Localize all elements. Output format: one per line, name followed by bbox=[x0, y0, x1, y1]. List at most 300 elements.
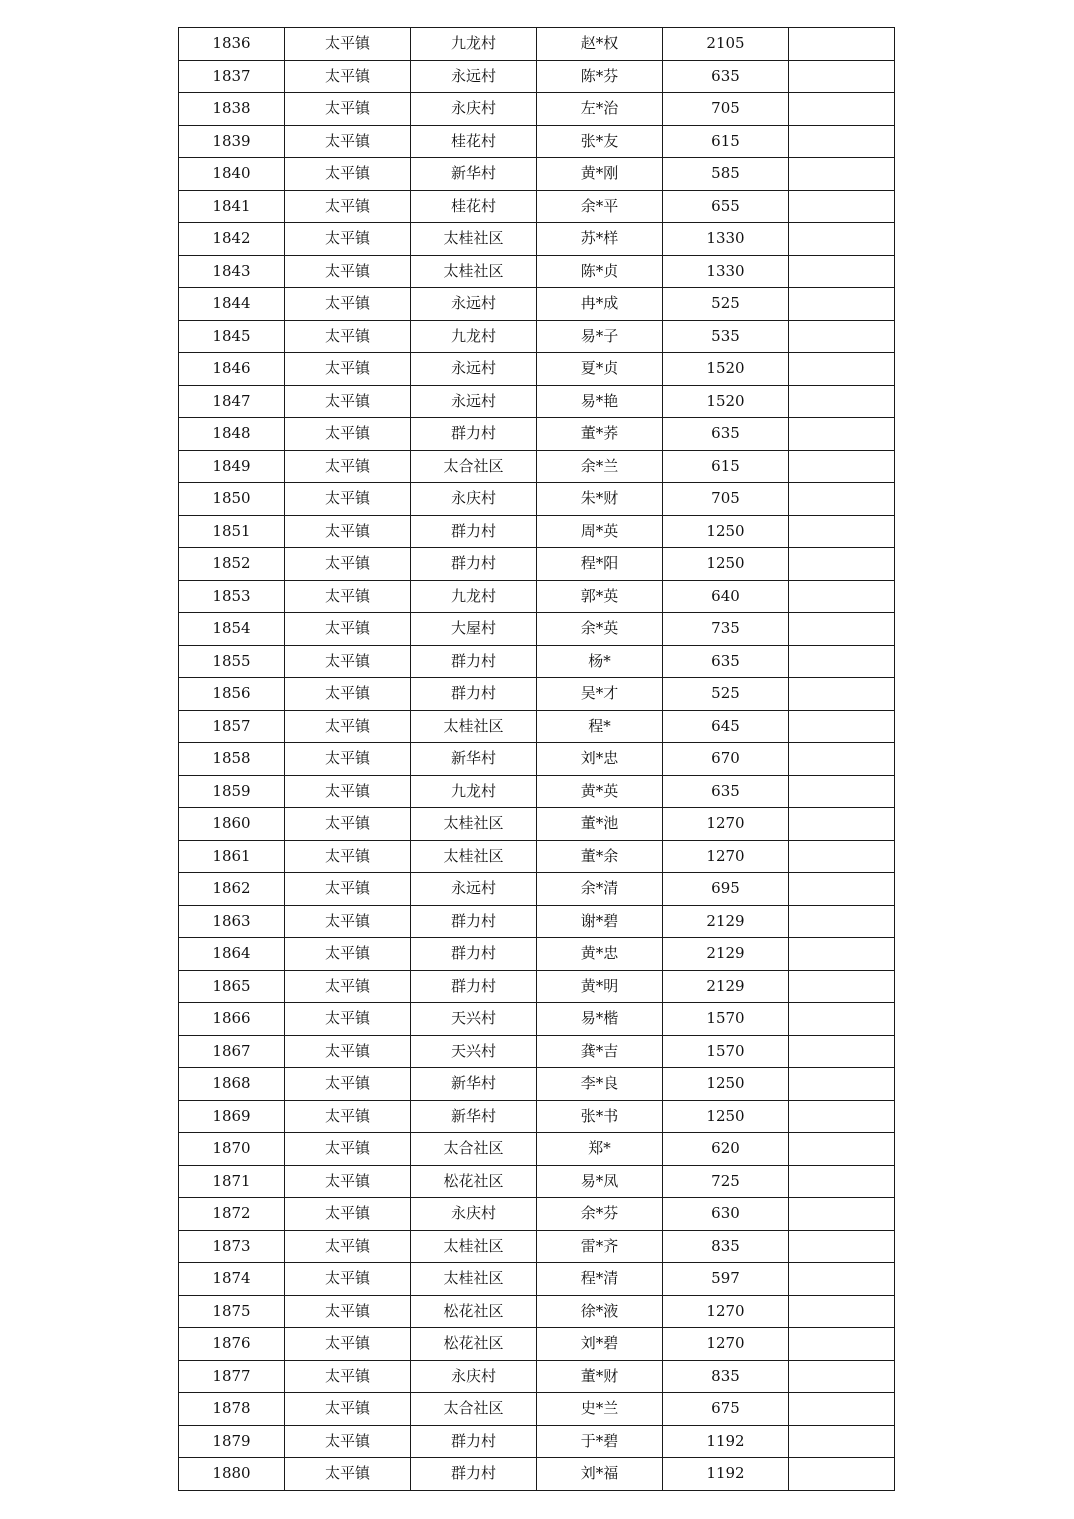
remarks-cell bbox=[789, 938, 895, 971]
town-cell: 太平镇 bbox=[285, 645, 411, 678]
person-name-cell: 余*芬 bbox=[537, 1198, 663, 1231]
person-name-cell: 史*兰 bbox=[537, 1393, 663, 1426]
amount-cell: 835 bbox=[663, 1230, 789, 1263]
row-number-cell: 1867 bbox=[179, 1035, 285, 1068]
village-cell: 永庆村 bbox=[411, 483, 537, 516]
village-cell: 九龙村 bbox=[411, 580, 537, 613]
amount-cell: 655 bbox=[663, 190, 789, 223]
table-row bbox=[179, 1198, 895, 1231]
row-number-cell: 1865 bbox=[179, 970, 285, 1003]
row-number-cell: 1879 bbox=[179, 1425, 285, 1458]
amount-cell: 2129 bbox=[663, 938, 789, 971]
row-number-cell: 1861 bbox=[179, 840, 285, 873]
remarks-cell bbox=[789, 775, 895, 808]
row-number-cell: 1868 bbox=[179, 1068, 285, 1101]
person-name-cell: 朱*财 bbox=[537, 483, 663, 516]
person-name-cell: 夏*贞 bbox=[537, 353, 663, 386]
row-number-cell: 1847 bbox=[179, 385, 285, 418]
table-row bbox=[179, 905, 895, 938]
row-number-cell: 1854 bbox=[179, 613, 285, 646]
remarks-cell bbox=[789, 1393, 895, 1426]
remarks-cell bbox=[789, 1198, 895, 1231]
amount-cell: 1250 bbox=[663, 515, 789, 548]
table-row bbox=[179, 1165, 895, 1198]
village-cell: 群力村 bbox=[411, 905, 537, 938]
row-number-cell: 1838 bbox=[179, 93, 285, 126]
town-cell: 太平镇 bbox=[285, 223, 411, 256]
person-name-cell: 余*平 bbox=[537, 190, 663, 223]
row-number-cell: 1846 bbox=[179, 353, 285, 386]
town-cell: 太平镇 bbox=[285, 1035, 411, 1068]
village-cell: 太桂社区 bbox=[411, 808, 537, 841]
amount-cell: 2129 bbox=[663, 970, 789, 1003]
person-name-cell: 刘*忠 bbox=[537, 743, 663, 776]
row-number-cell: 1837 bbox=[179, 60, 285, 93]
row-number-cell: 1866 bbox=[179, 1003, 285, 1036]
village-cell: 群力村 bbox=[411, 515, 537, 548]
table-row bbox=[179, 938, 895, 971]
row-number-cell: 1869 bbox=[179, 1100, 285, 1133]
town-cell: 太平镇 bbox=[285, 1458, 411, 1491]
table-row bbox=[179, 385, 895, 418]
village-cell: 永远村 bbox=[411, 873, 537, 906]
remarks-cell bbox=[789, 1263, 895, 1296]
table-row bbox=[179, 158, 895, 191]
amount-cell: 535 bbox=[663, 320, 789, 353]
row-number-cell: 1839 bbox=[179, 125, 285, 158]
amount-cell: 640 bbox=[663, 580, 789, 613]
row-number-cell: 1874 bbox=[179, 1263, 285, 1296]
table-row bbox=[179, 190, 895, 223]
person-name-cell: 董*财 bbox=[537, 1360, 663, 1393]
row-number-cell: 1848 bbox=[179, 418, 285, 451]
village-cell: 太桂社区 bbox=[411, 710, 537, 743]
person-name-cell: 董*余 bbox=[537, 840, 663, 873]
row-number-cell: 1855 bbox=[179, 645, 285, 678]
remarks-cell bbox=[789, 1133, 895, 1166]
person-name-cell: 苏*样 bbox=[537, 223, 663, 256]
remarks-cell bbox=[789, 158, 895, 191]
table-row bbox=[179, 970, 895, 1003]
table-row bbox=[179, 93, 895, 126]
town-cell: 太平镇 bbox=[285, 158, 411, 191]
table-row bbox=[179, 320, 895, 353]
remarks-cell bbox=[789, 1328, 895, 1361]
remarks-cell bbox=[789, 223, 895, 256]
remarks-cell bbox=[789, 1165, 895, 1198]
amount-cell: 705 bbox=[663, 93, 789, 126]
amount-cell: 705 bbox=[663, 483, 789, 516]
remarks-cell bbox=[789, 60, 895, 93]
amount-cell: 1250 bbox=[663, 548, 789, 581]
amount-cell: 2105 bbox=[663, 28, 789, 61]
village-cell: 天兴村 bbox=[411, 1003, 537, 1036]
table-row bbox=[179, 1230, 895, 1263]
village-cell: 新华村 bbox=[411, 1068, 537, 1101]
village-cell: 天兴村 bbox=[411, 1035, 537, 1068]
row-number-cell: 1850 bbox=[179, 483, 285, 516]
row-number-cell: 1872 bbox=[179, 1198, 285, 1231]
roster-table-body bbox=[179, 28, 895, 1491]
amount-cell: 735 bbox=[663, 613, 789, 646]
person-name-cell: 赵*权 bbox=[537, 28, 663, 61]
table-row bbox=[179, 1425, 895, 1458]
remarks-cell bbox=[789, 450, 895, 483]
amount-cell: 1330 bbox=[663, 223, 789, 256]
person-name-cell: 于*碧 bbox=[537, 1425, 663, 1458]
amount-cell: 1270 bbox=[663, 840, 789, 873]
table-row bbox=[179, 1393, 895, 1426]
person-name-cell: 雷*齐 bbox=[537, 1230, 663, 1263]
town-cell: 太平镇 bbox=[285, 1165, 411, 1198]
table-row bbox=[179, 613, 895, 646]
remarks-cell bbox=[789, 548, 895, 581]
table-row bbox=[179, 548, 895, 581]
remarks-cell bbox=[789, 1295, 895, 1328]
town-cell: 太平镇 bbox=[285, 1295, 411, 1328]
remarks-cell bbox=[789, 190, 895, 223]
town-cell: 太平镇 bbox=[285, 1425, 411, 1458]
row-number-cell: 1856 bbox=[179, 678, 285, 711]
village-cell: 群力村 bbox=[411, 418, 537, 451]
town-cell: 太平镇 bbox=[285, 320, 411, 353]
row-number-cell: 1842 bbox=[179, 223, 285, 256]
remarks-cell bbox=[789, 1003, 895, 1036]
table-row bbox=[179, 580, 895, 613]
row-number-cell: 1880 bbox=[179, 1458, 285, 1491]
remarks-cell bbox=[789, 678, 895, 711]
person-name-cell: 程*阳 bbox=[537, 548, 663, 581]
town-cell: 太平镇 bbox=[285, 1133, 411, 1166]
table-row bbox=[179, 1100, 895, 1133]
person-name-cell: 左*治 bbox=[537, 93, 663, 126]
person-name-cell: 李*良 bbox=[537, 1068, 663, 1101]
remarks-cell bbox=[789, 255, 895, 288]
town-cell: 太平镇 bbox=[285, 1068, 411, 1101]
village-cell: 群力村 bbox=[411, 1425, 537, 1458]
town-cell: 太平镇 bbox=[285, 840, 411, 873]
village-cell: 永远村 bbox=[411, 288, 537, 321]
person-name-cell: 冉*成 bbox=[537, 288, 663, 321]
amount-cell: 1250 bbox=[663, 1100, 789, 1133]
person-name-cell: 易*凤 bbox=[537, 1165, 663, 1198]
village-cell: 永庆村 bbox=[411, 93, 537, 126]
town-cell: 太平镇 bbox=[285, 808, 411, 841]
town-cell: 太平镇 bbox=[285, 678, 411, 711]
town-cell: 太平镇 bbox=[285, 450, 411, 483]
village-cell: 群力村 bbox=[411, 938, 537, 971]
amount-cell: 615 bbox=[663, 450, 789, 483]
amount-cell: 635 bbox=[663, 645, 789, 678]
village-cell: 大屋村 bbox=[411, 613, 537, 646]
town-cell: 太平镇 bbox=[285, 775, 411, 808]
remarks-cell bbox=[789, 385, 895, 418]
table-row bbox=[179, 678, 895, 711]
town-cell: 太平镇 bbox=[285, 873, 411, 906]
person-name-cell: 黄*英 bbox=[537, 775, 663, 808]
village-cell: 太桂社区 bbox=[411, 255, 537, 288]
table-row bbox=[179, 1328, 895, 1361]
row-number-cell: 1860 bbox=[179, 808, 285, 841]
table-row bbox=[179, 418, 895, 451]
amount-cell: 1520 bbox=[663, 385, 789, 418]
village-cell: 桂花村 bbox=[411, 125, 537, 158]
amount-cell: 525 bbox=[663, 288, 789, 321]
person-name-cell: 陈*贞 bbox=[537, 255, 663, 288]
village-cell: 永庆村 bbox=[411, 1198, 537, 1231]
table-row bbox=[179, 483, 895, 516]
village-cell: 永庆村 bbox=[411, 1360, 537, 1393]
town-cell: 太平镇 bbox=[285, 1230, 411, 1263]
table-row bbox=[179, 873, 895, 906]
remarks-cell bbox=[789, 1425, 895, 1458]
remarks-cell bbox=[789, 1068, 895, 1101]
row-number-cell: 1841 bbox=[179, 190, 285, 223]
document-page bbox=[178, 27, 894, 1491]
table-row bbox=[179, 1133, 895, 1166]
table-row bbox=[179, 840, 895, 873]
amount-cell: 1192 bbox=[663, 1425, 789, 1458]
village-cell: 松花社区 bbox=[411, 1295, 537, 1328]
town-cell: 太平镇 bbox=[285, 905, 411, 938]
amount-cell: 585 bbox=[663, 158, 789, 191]
village-cell: 九龙村 bbox=[411, 28, 537, 61]
town-cell: 太平镇 bbox=[285, 580, 411, 613]
remarks-cell bbox=[789, 1458, 895, 1491]
amount-cell: 2129 bbox=[663, 905, 789, 938]
person-name-cell: 张*友 bbox=[537, 125, 663, 158]
table-row bbox=[179, 515, 895, 548]
town-cell: 太平镇 bbox=[285, 288, 411, 321]
remarks-cell bbox=[789, 743, 895, 776]
table-row bbox=[179, 1458, 895, 1491]
amount-cell: 630 bbox=[663, 1198, 789, 1231]
table-row bbox=[179, 353, 895, 386]
village-cell: 太桂社区 bbox=[411, 1263, 537, 1296]
row-number-cell: 1852 bbox=[179, 548, 285, 581]
remarks-cell bbox=[789, 515, 895, 548]
remarks-cell bbox=[789, 613, 895, 646]
village-cell: 群力村 bbox=[411, 678, 537, 711]
row-number-cell: 1845 bbox=[179, 320, 285, 353]
town-cell: 太平镇 bbox=[285, 125, 411, 158]
row-number-cell: 1871 bbox=[179, 1165, 285, 1198]
amount-cell: 635 bbox=[663, 775, 789, 808]
person-name-cell: 龚*吉 bbox=[537, 1035, 663, 1068]
amount-cell: 635 bbox=[663, 418, 789, 451]
amount-cell: 615 bbox=[663, 125, 789, 158]
town-cell: 太平镇 bbox=[285, 743, 411, 776]
table-row bbox=[179, 60, 895, 93]
person-name-cell: 董*池 bbox=[537, 808, 663, 841]
village-cell: 新华村 bbox=[411, 1100, 537, 1133]
person-name-cell: 董*荞 bbox=[537, 418, 663, 451]
amount-cell: 1330 bbox=[663, 255, 789, 288]
remarks-cell bbox=[789, 93, 895, 126]
town-cell: 太平镇 bbox=[285, 1003, 411, 1036]
town-cell: 太平镇 bbox=[285, 1263, 411, 1296]
town-cell: 太平镇 bbox=[285, 710, 411, 743]
person-name-cell: 余*兰 bbox=[537, 450, 663, 483]
person-name-cell: 易*楷 bbox=[537, 1003, 663, 1036]
village-cell: 桂花村 bbox=[411, 190, 537, 223]
amount-cell: 1270 bbox=[663, 1295, 789, 1328]
person-name-cell: 程*清 bbox=[537, 1263, 663, 1296]
row-number-cell: 1864 bbox=[179, 938, 285, 971]
amount-cell: 645 bbox=[663, 710, 789, 743]
row-number-cell: 1878 bbox=[179, 1393, 285, 1426]
person-name-cell: 黄*忠 bbox=[537, 938, 663, 971]
table-row bbox=[179, 710, 895, 743]
town-cell: 太平镇 bbox=[285, 1100, 411, 1133]
amount-cell: 1250 bbox=[663, 1068, 789, 1101]
person-name-cell: 杨* bbox=[537, 645, 663, 678]
person-name-cell: 刘*福 bbox=[537, 1458, 663, 1491]
person-name-cell: 程* bbox=[537, 710, 663, 743]
remarks-cell bbox=[789, 905, 895, 938]
village-cell: 群力村 bbox=[411, 645, 537, 678]
town-cell: 太平镇 bbox=[285, 60, 411, 93]
amount-cell: 597 bbox=[663, 1263, 789, 1296]
amount-cell: 675 bbox=[663, 1393, 789, 1426]
person-name-cell: 陈*芬 bbox=[537, 60, 663, 93]
village-cell: 新华村 bbox=[411, 743, 537, 776]
person-name-cell: 郑* bbox=[537, 1133, 663, 1166]
row-number-cell: 1858 bbox=[179, 743, 285, 776]
table-row bbox=[179, 450, 895, 483]
row-number-cell: 1836 bbox=[179, 28, 285, 61]
remarks-cell bbox=[789, 1100, 895, 1133]
village-cell: 群力村 bbox=[411, 1458, 537, 1491]
remarks-cell bbox=[789, 808, 895, 841]
table-row bbox=[179, 1003, 895, 1036]
amount-cell: 525 bbox=[663, 678, 789, 711]
row-number-cell: 1843 bbox=[179, 255, 285, 288]
remarks-cell bbox=[789, 840, 895, 873]
table-row bbox=[179, 645, 895, 678]
remarks-cell bbox=[789, 418, 895, 451]
remarks-cell bbox=[789, 1230, 895, 1263]
remarks-cell bbox=[789, 28, 895, 61]
row-number-cell: 1851 bbox=[179, 515, 285, 548]
person-name-cell: 黄*明 bbox=[537, 970, 663, 1003]
village-cell: 九龙村 bbox=[411, 320, 537, 353]
amount-cell: 835 bbox=[663, 1360, 789, 1393]
town-cell: 太平镇 bbox=[285, 970, 411, 1003]
town-cell: 太平镇 bbox=[285, 1198, 411, 1231]
village-cell: 永远村 bbox=[411, 353, 537, 386]
remarks-cell bbox=[789, 1360, 895, 1393]
remarks-cell bbox=[789, 483, 895, 516]
remarks-cell bbox=[789, 1035, 895, 1068]
person-name-cell: 黄*刚 bbox=[537, 158, 663, 191]
village-cell: 太桂社区 bbox=[411, 1230, 537, 1263]
amount-cell: 1270 bbox=[663, 808, 789, 841]
person-name-cell: 张*书 bbox=[537, 1100, 663, 1133]
amount-cell: 670 bbox=[663, 743, 789, 776]
table-row bbox=[179, 1360, 895, 1393]
remarks-cell bbox=[789, 970, 895, 1003]
amount-cell: 1520 bbox=[663, 353, 789, 386]
person-name-cell: 徐*液 bbox=[537, 1295, 663, 1328]
village-cell: 太桂社区 bbox=[411, 840, 537, 873]
person-name-cell: 吴*才 bbox=[537, 678, 663, 711]
remarks-cell bbox=[789, 710, 895, 743]
village-cell: 群力村 bbox=[411, 548, 537, 581]
row-number-cell: 1849 bbox=[179, 450, 285, 483]
town-cell: 太平镇 bbox=[285, 353, 411, 386]
town-cell: 太平镇 bbox=[285, 483, 411, 516]
person-name-cell: 易*子 bbox=[537, 320, 663, 353]
village-cell: 永远村 bbox=[411, 60, 537, 93]
row-number-cell: 1870 bbox=[179, 1133, 285, 1166]
town-cell: 太平镇 bbox=[285, 1328, 411, 1361]
remarks-cell bbox=[789, 353, 895, 386]
town-cell: 太平镇 bbox=[285, 1393, 411, 1426]
town-cell: 太平镇 bbox=[285, 190, 411, 223]
person-name-cell: 刘*碧 bbox=[537, 1328, 663, 1361]
amount-cell: 1192 bbox=[663, 1458, 789, 1491]
table-row bbox=[179, 288, 895, 321]
remarks-cell bbox=[789, 645, 895, 678]
amount-cell: 1270 bbox=[663, 1328, 789, 1361]
table-row bbox=[179, 223, 895, 256]
village-cell: 新华村 bbox=[411, 158, 537, 191]
table-row bbox=[179, 125, 895, 158]
town-cell: 太平镇 bbox=[285, 255, 411, 288]
person-name-cell: 易*艳 bbox=[537, 385, 663, 418]
row-number-cell: 1877 bbox=[179, 1360, 285, 1393]
village-cell: 松花社区 bbox=[411, 1328, 537, 1361]
table-row bbox=[179, 255, 895, 288]
amount-cell: 1570 bbox=[663, 1003, 789, 1036]
town-cell: 太平镇 bbox=[285, 418, 411, 451]
row-number-cell: 1862 bbox=[179, 873, 285, 906]
row-number-cell: 1863 bbox=[179, 905, 285, 938]
person-name-cell: 周*英 bbox=[537, 515, 663, 548]
town-cell: 太平镇 bbox=[285, 613, 411, 646]
town-cell: 太平镇 bbox=[285, 28, 411, 61]
village-cell: 九龙村 bbox=[411, 775, 537, 808]
row-number-cell: 1876 bbox=[179, 1328, 285, 1361]
row-number-cell: 1857 bbox=[179, 710, 285, 743]
town-cell: 太平镇 bbox=[285, 385, 411, 418]
village-cell: 太合社区 bbox=[411, 1133, 537, 1166]
village-cell: 太桂社区 bbox=[411, 223, 537, 256]
town-cell: 太平镇 bbox=[285, 93, 411, 126]
village-cell: 永远村 bbox=[411, 385, 537, 418]
town-cell: 太平镇 bbox=[285, 1360, 411, 1393]
person-name-cell: 郭*英 bbox=[537, 580, 663, 613]
table-row bbox=[179, 1035, 895, 1068]
table-row bbox=[179, 1295, 895, 1328]
village-cell: 松花社区 bbox=[411, 1165, 537, 1198]
amount-cell: 620 bbox=[663, 1133, 789, 1166]
town-cell: 太平镇 bbox=[285, 938, 411, 971]
table-row bbox=[179, 1263, 895, 1296]
person-name-cell: 余*英 bbox=[537, 613, 663, 646]
town-cell: 太平镇 bbox=[285, 515, 411, 548]
town-cell: 太平镇 bbox=[285, 548, 411, 581]
remarks-cell bbox=[789, 125, 895, 158]
village-cell: 群力村 bbox=[411, 970, 537, 1003]
row-number-cell: 1844 bbox=[179, 288, 285, 321]
row-number-cell: 1853 bbox=[179, 580, 285, 613]
remarks-cell bbox=[789, 288, 895, 321]
remarks-cell bbox=[789, 320, 895, 353]
person-name-cell: 谢*碧 bbox=[537, 905, 663, 938]
table-row bbox=[179, 775, 895, 808]
